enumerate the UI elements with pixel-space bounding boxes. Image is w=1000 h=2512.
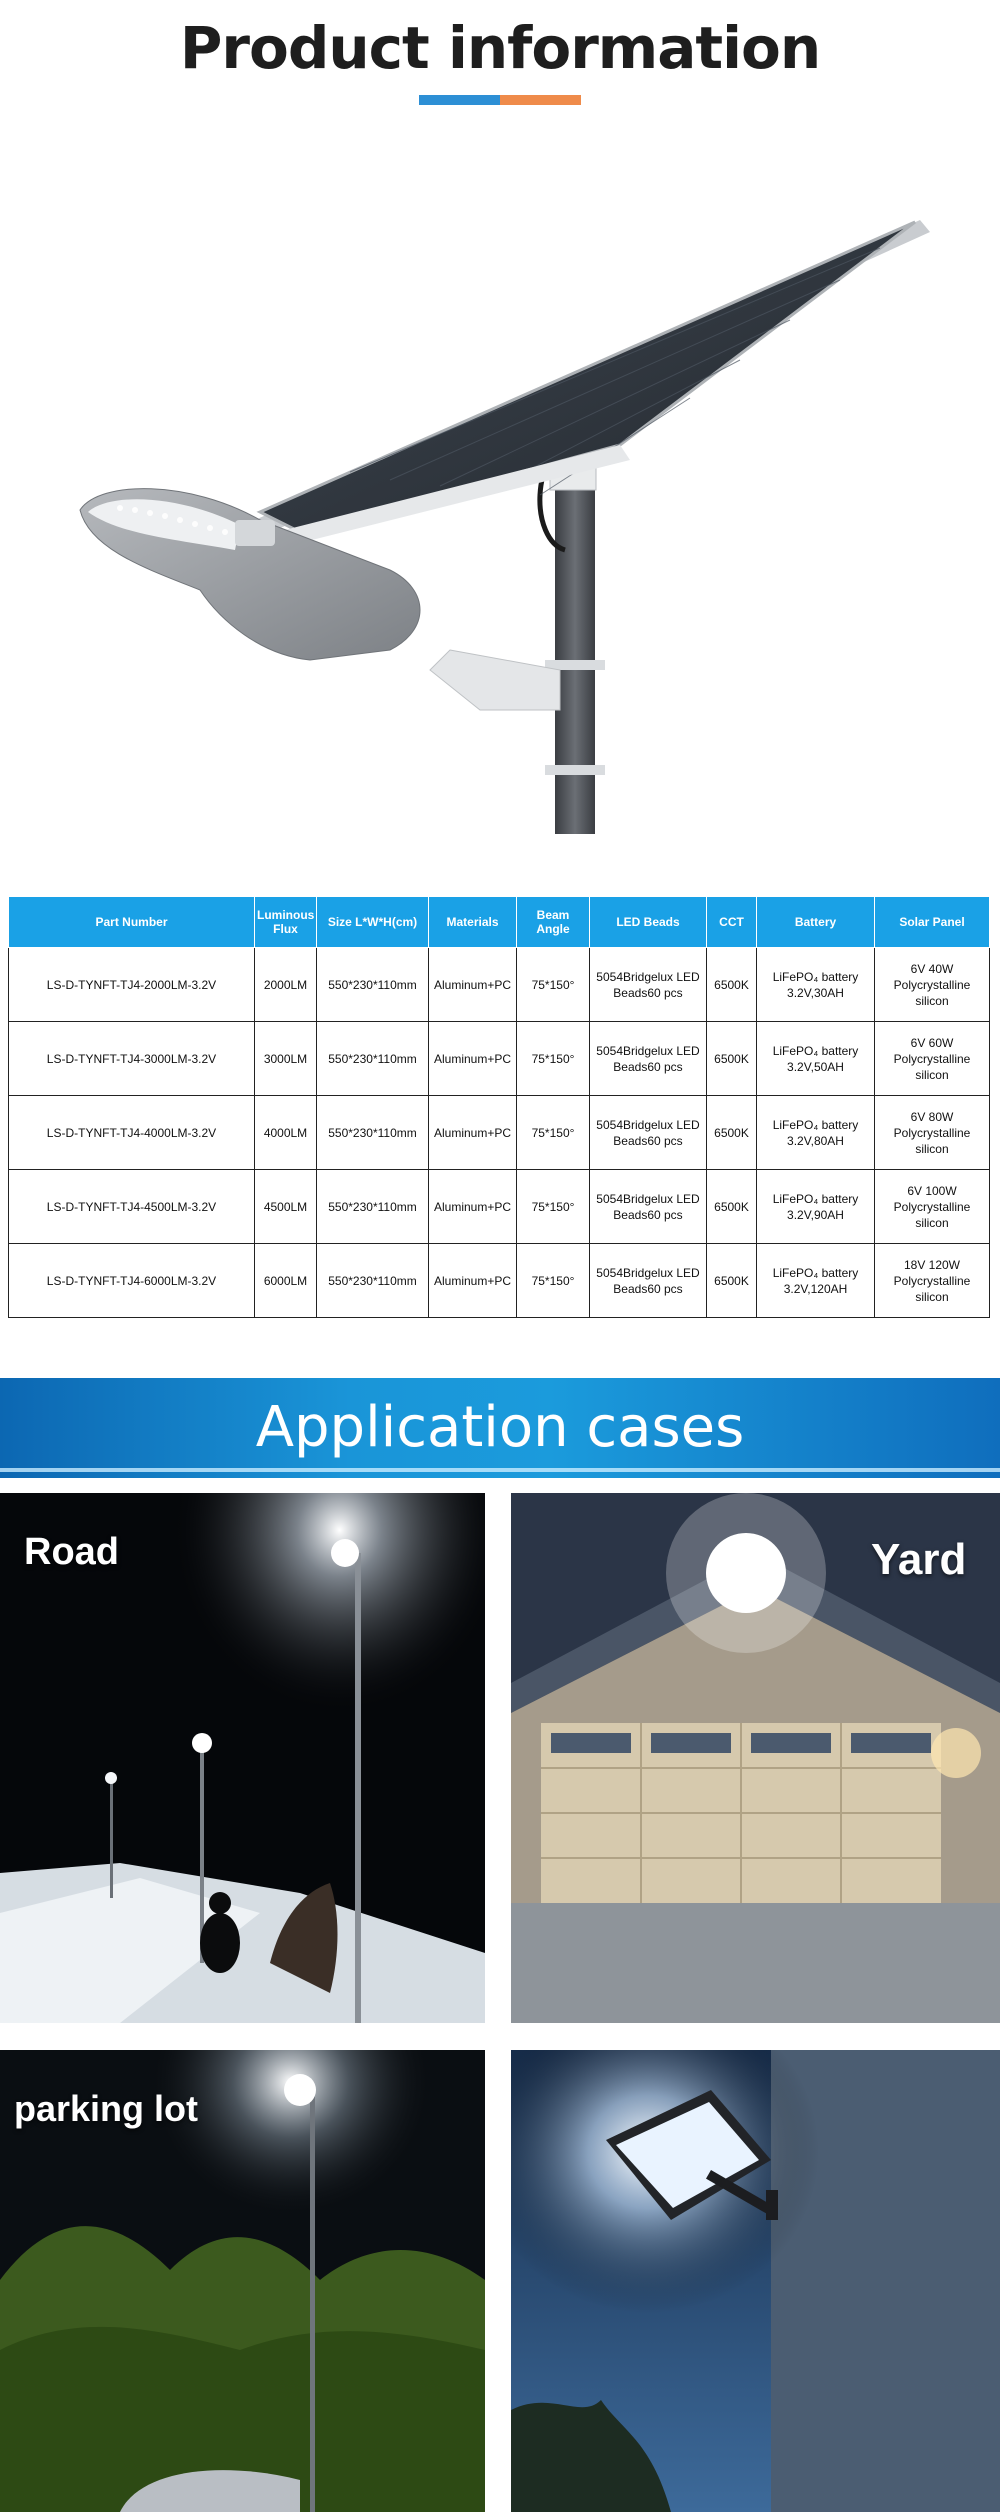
table-row bbox=[9, 1022, 990, 1096]
col-led-beads: LED Beads bbox=[590, 897, 707, 948]
cell-battery: LiFePO₄ battery 3.2V,30AH bbox=[757, 948, 875, 1022]
cell-flux: 3000LM bbox=[255, 1022, 317, 1096]
spec-table bbox=[8, 896, 990, 1318]
col-beam-angle: Beam Angle bbox=[517, 897, 590, 948]
cell-panel: 6V 60W Polycrystalline silicon bbox=[875, 1022, 990, 1096]
cell-size: 550*230*110mm bbox=[317, 948, 429, 1022]
col-battery: Battery bbox=[757, 897, 875, 948]
col-cct: CCT bbox=[707, 897, 757, 948]
case-parking-image bbox=[0, 2050, 485, 2512]
cell-battery: LiFePO₄ battery 3.2V,50AH bbox=[757, 1022, 875, 1096]
cell-beads: 5054Bridgelux LED Beads60 pcs bbox=[590, 1244, 707, 1318]
cell-beam: 75*150° bbox=[517, 1244, 590, 1318]
case-yard-label: Yard bbox=[871, 1535, 967, 1584]
cell-size: 550*230*110mm bbox=[317, 1170, 429, 1244]
cell-panel: 6V 40W Polycrystalline silicon bbox=[875, 948, 990, 1022]
table-row bbox=[9, 1096, 990, 1170]
banner-stripe bbox=[0, 1468, 1000, 1472]
cell-beam: 75*150° bbox=[517, 1096, 590, 1170]
col-solar-panel: Solar Panel bbox=[875, 897, 990, 948]
cell-panel: 6V 80W Polycrystalline silicon bbox=[875, 1096, 990, 1170]
cell-panel: 6V 100W Polycrystalline silicon bbox=[875, 1170, 990, 1244]
cell-battery: LiFePO₄ battery 3.2V,80AH bbox=[757, 1096, 875, 1170]
cell-material: Aluminum+PC bbox=[429, 948, 517, 1022]
cell-cct: 6500K bbox=[707, 948, 757, 1022]
page-title: Product information bbox=[179, 14, 821, 82]
cell-flux: 4500LM bbox=[255, 1170, 317, 1244]
cell-beads: 5054Bridgelux LED Beads60 pcs bbox=[590, 1022, 707, 1096]
cell-material: Aluminum+PC bbox=[429, 1244, 517, 1318]
cell-flux: 2000LM bbox=[255, 948, 317, 1022]
cell-part: LS-D-TYNFT-TJ4-4000LM-3.2V bbox=[9, 1096, 255, 1170]
cell-part: LS-D-TYNFT-TJ4-6000LM-3.2V bbox=[9, 1244, 255, 1318]
cell-battery: LiFePO₄ battery 3.2V,120AH bbox=[757, 1244, 875, 1318]
case-parking-label: parking lot bbox=[14, 2088, 199, 2129]
case-road-label: Road bbox=[24, 1531, 119, 1573]
cell-material: Aluminum+PC bbox=[429, 1096, 517, 1170]
cell-cct: 6500K bbox=[707, 1170, 757, 1244]
col-materials: Materials bbox=[429, 897, 517, 948]
cell-material: Aluminum+PC bbox=[429, 1170, 517, 1244]
cell-cct: 6500K bbox=[707, 1022, 757, 1096]
cell-size: 550*230*110mm bbox=[317, 1022, 429, 1096]
product-image bbox=[60, 150, 960, 870]
cell-cct: 6500K bbox=[707, 1244, 757, 1318]
cell-part: LS-D-TYNFT-TJ4-3000LM-3.2V bbox=[9, 1022, 255, 1096]
col-luminous-flux: Luminous Flux bbox=[255, 897, 317, 948]
cell-part: LS-D-TYNFT-TJ4-4500LM-3.2V bbox=[9, 1170, 255, 1244]
cell-beam: 75*150° bbox=[517, 948, 590, 1022]
cell-size: 550*230*110mm bbox=[317, 1244, 429, 1318]
cell-beam: 75*150° bbox=[517, 1170, 590, 1244]
case-yard-image bbox=[511, 1493, 1000, 2023]
application-banner bbox=[0, 1378, 1000, 1478]
cell-beam: 75*150° bbox=[517, 1022, 590, 1096]
table-header-row bbox=[9, 897, 990, 948]
cell-panel: 18V 120W Polycrystalline silicon bbox=[875, 1244, 990, 1318]
table-row bbox=[9, 948, 990, 1022]
application-title: Application cases bbox=[255, 1395, 745, 1460]
cell-cct: 6500K bbox=[707, 1096, 757, 1170]
table-row bbox=[9, 1170, 990, 1244]
cell-flux: 6000LM bbox=[255, 1244, 317, 1318]
title-underline-blue bbox=[419, 95, 500, 105]
title-underline-orange bbox=[500, 95, 581, 105]
case-wall-image bbox=[511, 2050, 1000, 2512]
cell-material: Aluminum+PC bbox=[429, 1022, 517, 1096]
cell-size: 550*230*110mm bbox=[317, 1096, 429, 1170]
cell-flux: 4000LM bbox=[255, 1096, 317, 1170]
col-size: Size L*W*H(cm) bbox=[317, 897, 429, 948]
cell-beads: 5054Bridgelux LED Beads60 pcs bbox=[590, 948, 707, 1022]
case-road-image bbox=[0, 1493, 485, 2023]
cell-beads: 5054Bridgelux LED Beads60 pcs bbox=[590, 1170, 707, 1244]
cell-battery: LiFePO₄ battery 3.2V,90AH bbox=[757, 1170, 875, 1244]
col-part-number: Part Number bbox=[9, 897, 255, 948]
cell-beads: 5054Bridgelux LED Beads60 pcs bbox=[590, 1096, 707, 1170]
table-row bbox=[9, 1244, 990, 1318]
cell-part: LS-D-TYNFT-TJ4-2000LM-3.2V bbox=[9, 948, 255, 1022]
